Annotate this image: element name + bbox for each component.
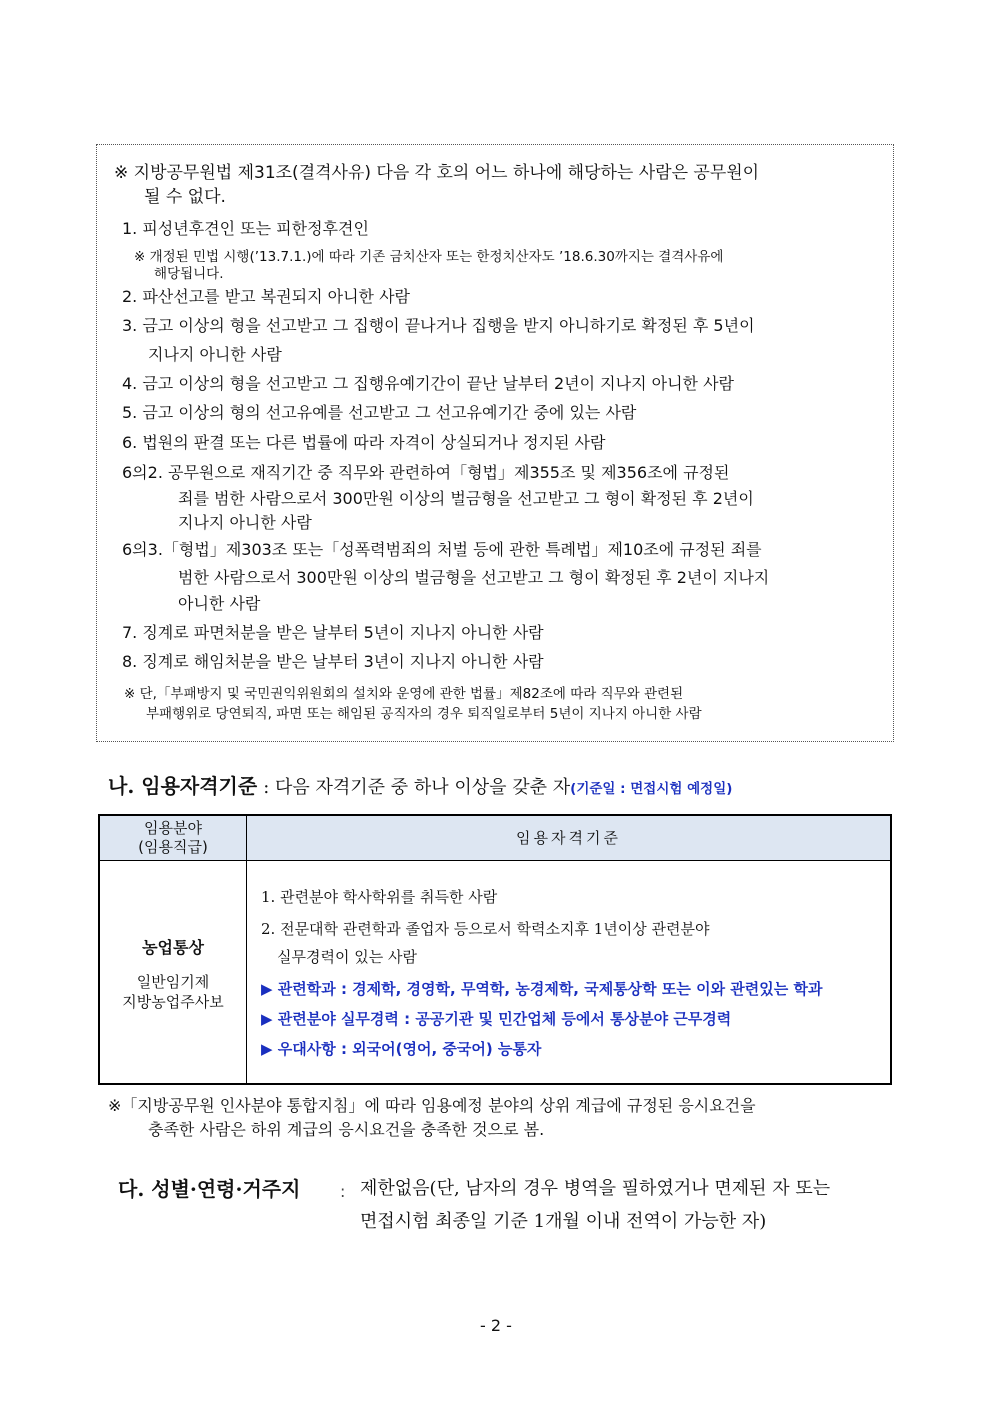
page-number: - 2 -: [480, 1316, 512, 1335]
section-da-heading: [118, 1177, 300, 1202]
section-na-title: 나. 임용자격기준: [108, 774, 258, 798]
rank-line1: 일반임기제: [136, 973, 210, 991]
item-4: 4. 금고 이상의 형을 선고받고 그 집행유예기간이 끝난 날부터 2년이 지나지 아니한 사람: [122, 374, 734, 393]
item-6-3-line3: 아니한 사람: [178, 594, 261, 613]
rank-line2: 지방농업주사보: [122, 993, 224, 1011]
bullet-related-major: ▶ 관련학과 : 경제학, 경영학, 무역학, 농경제학, 국제통상학 또는 이와 관련있는 학과: [261, 980, 823, 998]
header-qualification: 임용자격기준: [247, 815, 892, 861]
field-cell: [99, 861, 247, 1085]
note-2-line1: ※ 단,「부패방지 및 국민권익위원회의 설치와 운영에 관한 법률」제82조에 따라 직무와 관련된: [124, 686, 684, 702]
qualification-table: [98, 814, 892, 1085]
header-field-line1: 임용분야: [144, 819, 202, 837]
item-6-2-line1: 6의2. 공무원으로 재직기간 중 직무와 관련하여「형법」제355조 및 제356조에 규정된: [122, 463, 730, 482]
table-row: [99, 861, 891, 1085]
item-6-2-line3: 지나지 아니한 사람: [178, 513, 312, 532]
after-table-note-line1: ※「지방공무원 인사분야 통합지침」에 따라 임용예정 분야의 상위 계급에 규정된 응시요건을: [108, 1096, 756, 1115]
box-intro-line1: ※ 지방공무원법 제31조(결격사유) 다음 각 호의 어느 하나에 해당하는 사람은 공무원이: [114, 163, 760, 183]
item-6: 6. 법원의 판결 또는 다른 법률에 따라 자격이 상실되거나 정지된 사람: [122, 433, 606, 452]
item-6-2-line2: 죄를 범한 사람으로서 300만원 이상의 벌금형을 선고받고 그 형이 확정된 후 2년이: [178, 489, 754, 508]
item-6-3-line1: 6의3.「형법」제303조 또는「성폭력범죄의 처벌 등에 관한 특례법」제10조에 규정된 죄를: [122, 540, 762, 559]
item-3-line1: 3. 금고 이상의 형을 선고받고 그 집행이 끝나거나 집행을 받지 아니하기로 확정된 후 5년이: [122, 316, 755, 335]
item-6-3-line2: 범한 사람으로서 300만원 이상의 벌금형을 선고받고 그 형이 확정된 후 2년이 지나지: [178, 568, 770, 587]
item-5: 5. 금고 이상의 형의 선고유예를 선고받고 그 선고유예기간 중에 있는 사람: [122, 403, 637, 422]
item-8: 8. 징계로 해임처분을 받은 날부터 3년이 지나지 아니한 사람: [122, 652, 544, 671]
bullet-related-experience: ▶ 관련분야 실무경력 : 공공기관 및 민간업체 등에서 통상분야 근무경력: [261, 1010, 732, 1028]
section-da-title: 다. 성별·연령·거주지: [118, 1177, 301, 1201]
section-na-heading: [108, 774, 732, 801]
requirements-cell: [247, 861, 892, 1085]
field-name: 농업통상: [142, 938, 204, 957]
box-intro-line2: 될 수 없다.: [144, 187, 226, 207]
note-1-line2: 해당됩니다.: [154, 266, 224, 282]
requirement-2-line2: 실무경력이 있는 사람: [277, 948, 417, 966]
after-table-note-line2: 충족한 사람은 하위 계급의 응시요건을 충족한 것으로 봄.: [148, 1120, 545, 1139]
item-2: 2. 파산선고를 받고 복권되지 아니한 사람: [122, 287, 410, 306]
note-1-line1: ※ 개정된 민법 시행(’13.7.1.)에 따라 기존 금치산자 또는 한정치산자도 ’18.6.30까지는 결격사유에: [134, 249, 724, 265]
table-header-row: [99, 815, 891, 861]
section-na-note: (기준일 : 면접시험 예정일): [570, 781, 733, 797]
header-field: [99, 815, 247, 861]
section-na-text: : 다음 자격기준 중 하나 이상을 갖춘 자: [263, 777, 571, 798]
section-da-text-line1: 제한없음(단, 남자의 경우 병역을 필하였거나 면제된 자 또는: [360, 1178, 831, 1199]
header-field-line2: (임용직급): [138, 838, 208, 856]
item-3-line2: 지나지 아니한 사람: [148, 345, 282, 364]
section-da-colon: :: [340, 1182, 346, 1201]
note-2-line2: 부패행위로 당연퇴직, 파면 또는 해임된 공직자의 경우 퇴직일로부터 5년이 지나지 아니한 사람: [146, 706, 702, 722]
item-1: 1. 피성년후견인 또는 피한정후견인: [122, 219, 369, 238]
requirement-1: 1. 관련분야 학사학위를 취득한 사람: [261, 888, 498, 906]
requirement-2-line1: 2. 전문대학 관련학과 졸업자 등으로서 학력소지후 1년이상 관련분야: [261, 920, 710, 938]
bullet-preference: ▶ 우대사항 : 외국어(영어, 중국어) 능통자: [261, 1040, 542, 1058]
item-7: 7. 징계로 파면처분을 받은 날부터 5년이 지나지 아니한 사람: [122, 623, 544, 642]
section-da-text-line2: 면접시험 최종일 기준 1개월 이내 전역이 가능한 자): [360, 1211, 767, 1232]
